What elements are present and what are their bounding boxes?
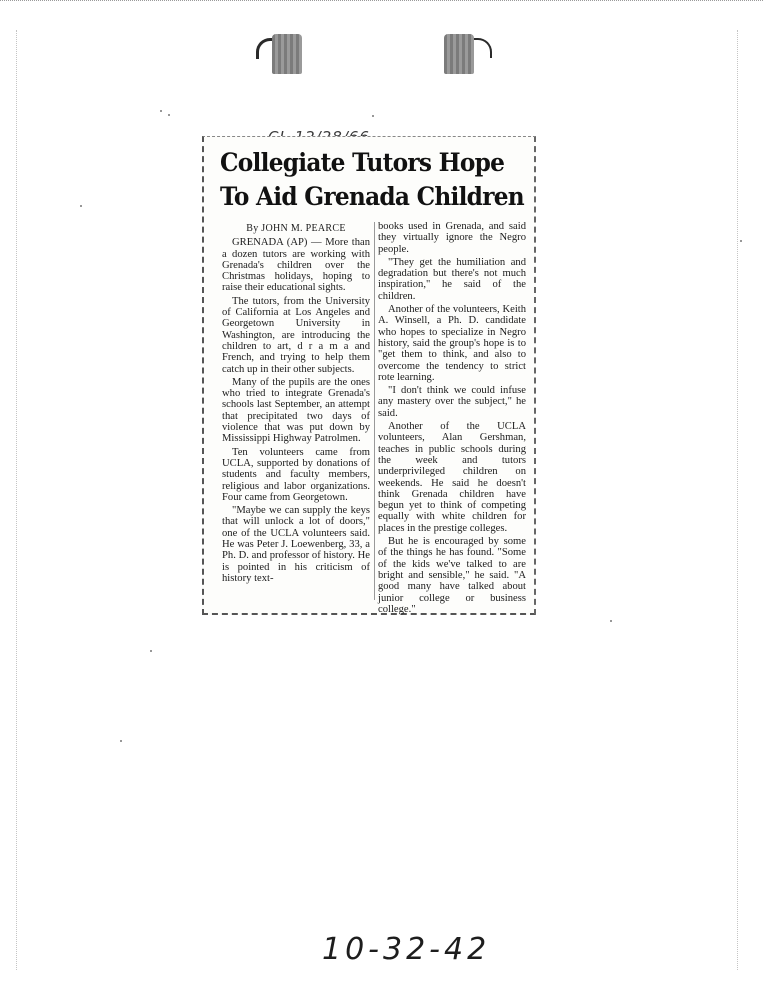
scan-speck [80, 205, 82, 207]
paragraph: GRENADA (AP) — More than a dozen tutors are working with Grenada's children over the Christmas holidays, hoping to raise their educational sights. [222, 237, 370, 294]
article-column-left [222, 223, 370, 586]
column-divider [374, 222, 375, 600]
clip-block-icon [272, 34, 302, 74]
clip-block-icon [444, 34, 474, 74]
clip-hook-icon [472, 38, 492, 58]
article-headline [220, 146, 524, 214]
paragraph: Another of the volunteers, Keith A. Winsell, a Ph. D. candidate who hopes to specialize in Negro history, said the group's hope is to "get them to think, and also to overcome the tendency to strict rote learning. [378, 304, 526, 383]
scan-speck [740, 240, 742, 242]
scan-speck [168, 114, 170, 116]
paragraph: "They get the humiliation and degradation but there's not much inspiration," he said of the children. [378, 256, 526, 302]
paragraph: books used in Grenada, and said they virtually ignore the Negro people. [378, 221, 526, 255]
right-margin-dots [737, 30, 738, 970]
paragraph: But he is encouraged by some of the things he has found. "Some of the kids we've talked to are bright and sensible," he said. "A good many have talked about junior college or business college." [378, 536, 526, 615]
handwritten-file-number: 10-32-42 [322, 932, 491, 967]
left-margin-dots [16, 30, 17, 970]
headline-line-1: Collegiate Tutors Hope [220, 148, 505, 177]
paragraph: Another of the UCLA volunteers, Alan Gershman, teaches in public schools during the week and tutors underprivileged children on weekends. He said he doesn't think Grenada children have begun yet to think of competing equally with white children for places in the prestige colleges. [378, 421, 526, 534]
page-top-edge [0, 0, 763, 4]
article-byline: By JOHN M. PEARCE [246, 223, 346, 234]
paragraph: The tutors, from the University of California at Los Angeles and Georgetown University in Washington, are introducing the children to art, d r a m a and French, and trying to help them catch up in their other subjects. [222, 295, 370, 375]
scan-speck [610, 620, 612, 622]
headline-line-2: To Aid Grenada Children [220, 182, 524, 211]
paragraph: Many of the pupils are the ones who tried to integrate Grenada's schools last September, an attempt that precipitated two days of violence that was put down by Mississippi Highway Patrolmen. [222, 376, 370, 445]
scan-speck [150, 650, 152, 652]
binder-clip-left [272, 34, 302, 74]
scan-speck [120, 740, 122, 742]
paragraph: "Maybe we can supply the keys that will unlock a lot of doors," one of the UCLA volunteers said. He was Peter J. Loewenberg, 33, a Ph. D. and professor of history. He is pointed in his criticism of history text- [222, 505, 370, 584]
binder-clip-right [444, 34, 474, 74]
paragraph: Ten volunteers came from UCLA, supported by donations of students and faculty members, religious and labor organizations. Four came from Georgetown. [222, 446, 370, 503]
scan-speck [372, 115, 374, 117]
paragraph: "I don't think we could infuse any mastery over the subject," he said. [378, 385, 526, 419]
scan-speck [160, 110, 162, 112]
article-column-right [378, 221, 526, 617]
